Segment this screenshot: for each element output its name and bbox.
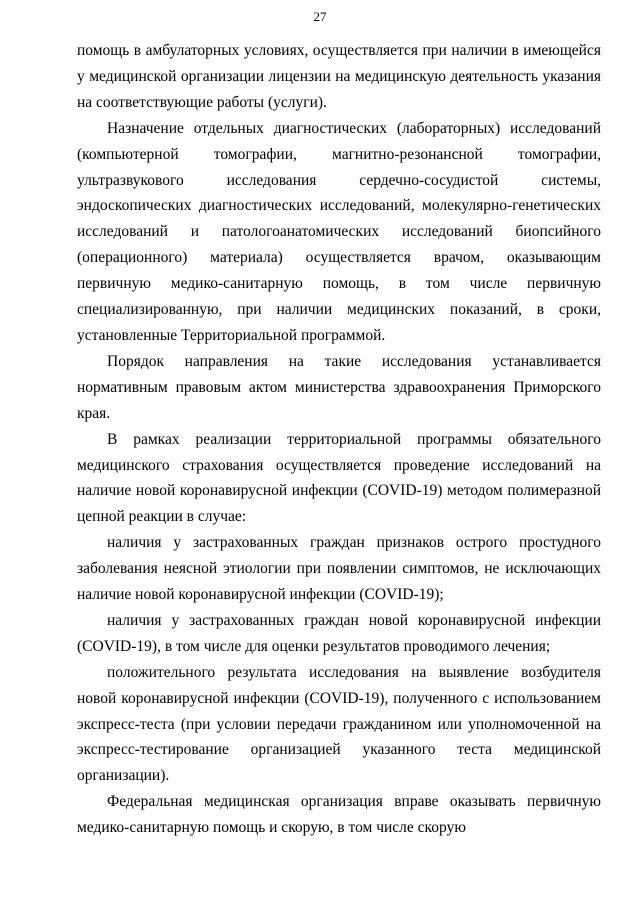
paragraph-continuation: помощь в амбулаторных условиях, осуществляется при наличии в имеющейся у медицинской организации лицензии на медицинскую деятельность указания на соответствующие работы (услуги). — [77, 42, 601, 111]
list-item-infection: наличия у застрахованных граждан новой коронавирусной инфекции (COVID-19), в том числе для оценки результатов проводимого лечения; — [77, 611, 601, 655]
paragraph-federal-organization: Федеральная медицинская организация вправе оказывать первичную медико-санитарную помощь и скорую, в том числе скорую — [77, 793, 601, 837]
page-number: 27 — [313, 9, 327, 24]
document-body — [77, 38, 601, 841]
paragraph-referral-procedure: Порядок направления на такие исследования устанавливается нормативным правовым актом министерства здравоохранения Приморского края. — [77, 352, 601, 422]
paragraph-covid-testing: В рамках реализации территориальной программы обязательного медицинского страхования осуществляется проведение исследований на наличие новой коронавирусной инфекции (COVID-19) методом полимеразной цепной реакции в случае: — [77, 430, 601, 526]
list-item-symptoms: наличия у застрахованных граждан признаков острого простудного заболевания неясной этиологии при появлении симптомов, не исключающих наличие новой коронавирусной инфекции (COVID-19); — [77, 534, 601, 604]
list-item-express-test: положительного результата исследования на выявление возбудителя новой коронавирусной инфекции (COVID-19), полученного с использованием экспресс-теста (при условии передачи гражданином или уполномоченной на экспресс-тестирование организацией указанного теста медицинской организации). — [77, 663, 601, 785]
paragraph-diagnostic-prescription: Назначение отдельных диагностических (лабораторных) исследований (компьютерной томографии, магнитно-резонансной томографии, ультразвукового исследования сердечно-сосудистой системы, эндоскопических диагностических исследований, молекулярно-генетических исследований и патологоанатомических исследований биопсийного (операционного) материала) осуществляется врачом, оказывающим первичную медико-санитарную помощь, в том числе первичную специализированную, при наличии медицинских показаний, в сроки, установленные Территориальной программой. — [77, 119, 601, 344]
